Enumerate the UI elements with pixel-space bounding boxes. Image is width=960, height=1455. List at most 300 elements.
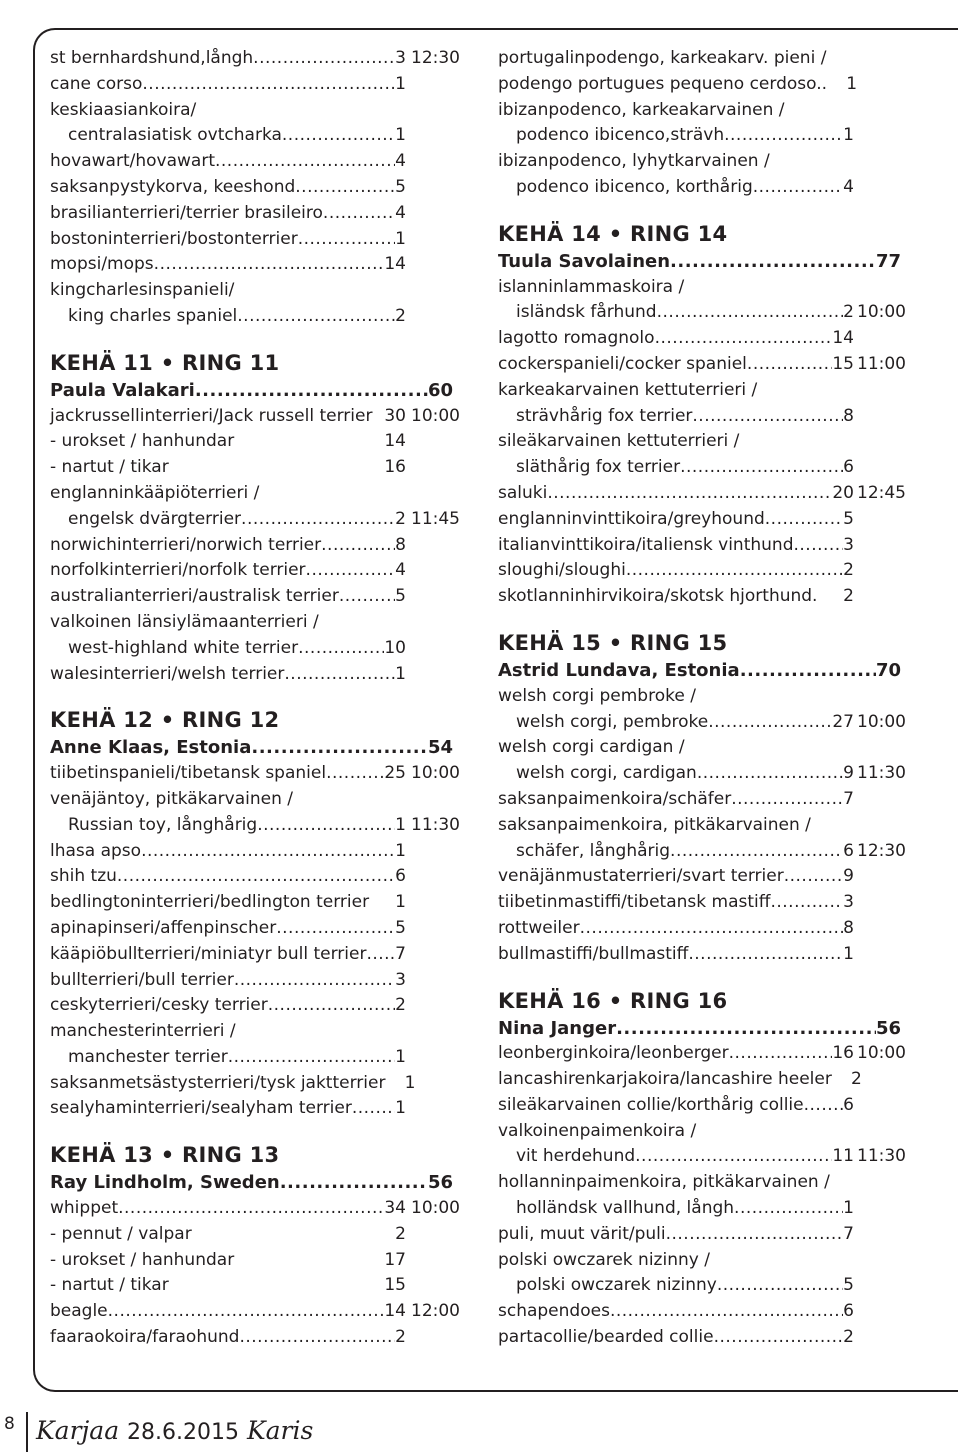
breed-entry [50,1045,460,1071]
breed-name: bullterrieri/bull terrier [50,969,234,990]
entry-count: 2 [843,1327,854,1348]
breed-name-text: kingcharlesinspanieli/ [50,280,235,301]
breed-entry [50,252,460,278]
entry-count: 14 [384,1301,406,1322]
breed-name: saluki [498,482,548,503]
judge-line [498,658,906,684]
judge-line [498,1016,906,1042]
dot-leader [657,300,844,326]
breed-name: manchester terrier [68,1046,228,1067]
dot-leader [306,558,396,584]
entry-count: 34 [384,1198,406,1219]
breed-name-line [498,684,906,710]
breed-name: australianterrieri/australisk terrier [50,586,339,607]
dot-leader [784,864,843,890]
breed-name: sloughi/sloughi [498,560,626,581]
entry-count: .7 [389,943,406,964]
entry-count: 14 [384,431,406,452]
start-time: 11:30 [411,814,460,835]
breed-entry [498,761,906,787]
breed-entry [498,404,906,430]
dot-leader [234,968,395,994]
entry-count: 9 [843,866,854,887]
breed-name-text: saksanpaimenkoira, pitkäkarvainen / [498,814,811,835]
breed-entry [498,326,906,352]
breed-name: rottweiler [498,917,580,938]
breed-name: podengo portugues pequeno cerdoso.. [498,73,828,94]
judge-line [50,735,460,761]
breed-entry [50,1096,460,1122]
dot-leader [680,455,843,481]
dot-leader [616,1016,876,1042]
breed-entry [50,429,460,455]
breed-name-text: manchesterinterrieri / [50,1021,236,1042]
entry-count: 1 [395,663,406,684]
breed-name-line [498,46,906,72]
breed-name-text: islanninlammaskoira / [498,276,685,297]
dot-leader [195,378,428,404]
start-time: 11:30 [857,1146,906,1167]
breed-name-text: karkeakarvainen kettuterrieri / [498,379,758,400]
entry-count: 8 [843,405,854,426]
breed-name: leonberginkoira/leonberger [498,1043,729,1064]
entry-count: 6 [843,457,854,478]
breed-name-line [498,98,906,124]
ring-heading: KEHÄ 15 • RING 15 [498,630,728,655]
breed-entry [50,201,460,227]
breed-entry [50,72,460,98]
entry-count: 2 [843,586,854,607]
breed-name: lhasa apso [50,840,142,861]
dot-leader [268,993,395,1019]
breed-name: bedlingtoninterrieri/bedlington terrier [50,892,370,913]
breed-name-line [498,378,906,404]
breed-entry [50,123,460,149]
entry-count: 8 [843,917,854,938]
breed-name-line [498,1170,906,1196]
breed-name: puli, muut värit/puli [498,1223,666,1244]
dot-leader [215,149,395,175]
dot-leader [237,304,395,330]
breed-name: strävhårig fox terrier [516,405,693,426]
breed-name: apinapinseri/affenpinscher [50,917,277,938]
entry-count: 2 [395,1223,406,1244]
entry-count: 1 [395,125,406,146]
breed-entry [498,72,906,98]
breed-entry [50,916,460,942]
breed-entry [50,404,460,430]
entry-count: 6 [843,1301,854,1322]
entry-count: 5 [843,508,854,529]
dot-leader [118,1196,384,1222]
entry-count: 25 [384,763,406,784]
breed-name: saksanpystykorva, keeshond [50,176,296,197]
entry-count: 15 [832,353,854,374]
breed-entry [50,968,460,994]
breed-name-line [50,278,460,304]
dot-leader [740,658,876,684]
breed-entry [50,584,460,610]
entry-count: 2 [843,302,854,323]
breed-name: podenco ibicenco,strävh [516,125,725,146]
breed-name-text: valkoinenpaimenkoira / [498,1120,697,1141]
breed-entry [498,507,906,533]
breed-entry [498,710,906,736]
entry-count: 30 [384,405,406,426]
ring-heading: KEHÄ 16 • RING 16 [498,988,728,1013]
breed-name: kääpiöbullterrieri/miniatyr bull terrier [50,943,367,964]
entry-count: 1 [846,73,858,94]
entry-count: 1 [395,840,406,861]
breed-entry [498,533,906,559]
breed-name-text: venäjäntoy, pitkäkarvainen / [50,788,293,809]
breed-name: centralasiatisk ovtcharka [68,125,282,146]
breed-name-line [50,1019,460,1045]
breed-name: jackrussellinterrieri/Jack russell terrier [50,405,373,426]
ring-total-count: 77 [875,250,901,272]
breed-name-line [498,813,906,839]
entry-count: 2 [395,1327,406,1348]
breed-entry [498,1325,906,1351]
breed-entry [498,1299,906,1325]
dot-leader [626,558,843,584]
dot-leader [141,839,395,865]
breed-name: welsh corgi, pembroke [516,711,709,732]
breed-name: st bernhardshund,långh [50,48,254,68]
breed-entry [50,636,460,662]
breed-entry [50,1071,460,1097]
breed-name-text: ibizanpodenco, lyhytkarvainen / [498,151,770,172]
dot-leader [670,249,876,275]
breed-name-text: valkoinen länsiylämaanterrieri / [50,611,319,632]
entry-count: 1 [843,1198,854,1219]
breed-entry [498,584,906,610]
breed-name-line [50,481,460,507]
entry-count: 20 [832,482,854,503]
breed-name: vit herdehund [516,1146,636,1167]
breed-entry [50,227,460,253]
entry-count: 8 [395,534,406,555]
breed-entry [498,1222,906,1248]
breed-name: faaraokoira/faraohund [50,1327,240,1348]
entry-count: 3 [395,48,406,68]
breed-entry [498,352,906,378]
entry-count: 1 [843,943,854,964]
dot-leader [747,352,832,378]
breed-name: shih tzu [50,866,117,887]
start-time: 10:00 [857,711,906,732]
dot-leader [804,1093,844,1119]
breed-name: Russian toy, långhårig [68,814,258,835]
breed-entry [498,864,906,890]
entry-count: 3 [843,892,854,913]
entry-count: 3 [395,969,406,990]
breed-entry [498,1093,906,1119]
dot-leader [717,1273,843,1299]
left-column [50,46,460,1351]
breed-entry [50,558,460,584]
judge-line [498,249,906,275]
entry-count: 1 [395,814,406,835]
start-time: 10:00 [411,763,460,784]
breed-name-text: welsh corgi cardigan / [498,737,685,758]
breed-entry [50,507,460,533]
breed-name: tiibetinmastiffi/tibetansk mastiff [498,892,771,913]
dot-leader [298,227,395,253]
breed-name: schäfer, långhårig [516,840,671,861]
entry-count: 5 [395,917,406,938]
breed-name: cane corso [50,73,143,94]
footer-date: 28.6.2015 [127,1420,240,1445]
page-number: 8 [4,1414,15,1434]
breed-entry [50,761,460,787]
breed-entry [498,1067,906,1093]
breed-entry [498,481,906,507]
breed-name-line [50,787,460,813]
judge-name: Nina Janger [498,1017,617,1039]
start-time: 12:30 [411,48,460,68]
dot-leader [724,123,843,149]
entry-count: 11 [832,1146,854,1167]
entry-count: 16 [384,457,406,478]
dot-leader [635,1144,832,1170]
breed-entry [498,839,906,865]
dot-leader [257,813,395,839]
breed-entry [498,455,906,481]
entry-count: 4 [395,560,406,581]
breed-name: sileäkarvainen collie/korthårig collie [498,1094,804,1115]
dot-leader [298,636,384,662]
breed-name-line [50,610,460,636]
dot-leader [253,46,395,72]
entry-count: 15 [384,1275,406,1296]
dot-leader [708,710,832,736]
breed-entry [50,1222,460,1248]
breed-entry [498,787,906,813]
breed-entry [50,662,460,688]
entry-count: 5 [843,1275,854,1296]
entry-count: 6 [395,866,406,887]
breed-name: ceskyterrieri/cesky terrier [50,995,268,1016]
breed-entry [498,123,906,149]
breed-entry [50,942,460,968]
breed-name-line [498,1119,906,1145]
judge-name: Tuula Savolainen [498,250,671,272]
breed-name-line [50,98,460,124]
judge-name: Anne Klaas, Estonia [50,737,252,759]
breed-name: partacollie/bearded collie [498,1327,714,1348]
breed-entry [50,864,460,890]
breed-name-text: welsh corgi pembroke / [498,685,696,706]
breed-name: welsh corgi, cardigan [516,763,697,784]
breed-name: schapendoes [498,1301,610,1322]
ring-heading: KEHÄ 13 • RING 13 [50,1143,280,1168]
breed-name: venäjänmustaterrieri/svart terrier [498,866,784,887]
breed-name: norwichinterrieri/norwich terrier [50,534,322,555]
page-footer [0,1412,960,1452]
start-time: 11:30 [857,763,906,784]
entry-count: 2 [395,995,406,1016]
judge-line [50,378,460,404]
breed-name: mopsi/mops [50,254,154,275]
dot-leader [117,864,395,890]
breed-entry [50,149,460,175]
entry-count: 14 [832,328,854,349]
entry-count: 1 [395,228,406,249]
dot-leader [154,252,385,278]
judge-line [50,1170,460,1196]
entry-count: 2 [851,1069,862,1090]
footer-event-label [36,1416,313,1445]
entry-count: 16 [832,1043,854,1064]
dot-leader [326,761,384,787]
dot-leader [666,1222,844,1248]
breed-name-text: polski owczarek nizinny / [498,1249,710,1270]
breed-name: sealyhaminterrieri/sealyham terrier [50,1098,352,1119]
breed-name: bullmastiffi/bullmastiff [498,943,689,964]
breed-entry [498,1273,906,1299]
dot-leader [765,507,843,533]
breed-name: cockerspanieli/cocker spaniel [498,353,747,374]
ring-total-count: 54 [427,737,453,759]
entry-count: 5 [395,176,406,197]
judge-name: Paula Valakari [50,379,195,401]
entry-count: 6 [843,840,854,861]
footer-divider [26,1412,28,1452]
breed-name-text: englanninkääpiöterrieri / [50,482,260,503]
breed-entry [50,455,460,481]
ring-heading: KEHÄ 14 • RING 14 [498,221,728,246]
breed-name-line [498,149,906,175]
breed-name: norfolkinterrieri/norfolk terrier [50,560,306,581]
entry-count: 1 [843,125,854,146]
breed-name: - urokset / hanhundar [50,431,235,452]
breed-name: hovawart/hovawart [50,151,215,172]
entry-count: 4 [395,151,406,172]
entry-count: 14 [384,254,406,275]
breed-name: king charles spaniel [68,305,238,326]
breed-name-text: portugalinpodengo, karkeakarv. pieni / [498,48,827,68]
breed-name: podenco ibicenco, korthårig [516,176,753,197]
breed-entry [498,942,906,968]
dot-leader [670,839,843,865]
breed-name-line [498,735,906,761]
start-time: 10:00 [857,1043,906,1064]
dot-leader [280,1170,428,1196]
breed-name: holländsk vallhund, långh [516,1198,735,1219]
breed-entry [498,175,906,201]
breed-name: släthårig fox terrier [516,457,681,478]
breed-name: brasilianterrieri/terrier brasileiro [50,202,323,223]
breed-entry [498,1041,906,1067]
entry-count: 7 [843,1223,854,1244]
dot-leader [276,916,395,942]
dot-leader [295,175,395,201]
dot-leader [793,533,843,559]
start-time: 10:00 [411,405,460,426]
breed-name: whippet [50,1198,119,1219]
entry-count: 2 [395,305,406,326]
entry-count: 3 [843,534,854,555]
breed-name: - pennut / valpar [50,1223,192,1244]
entry-count: 1 [395,1046,406,1067]
dot-leader [547,481,832,507]
ring-heading: KEHÄ 11 • RING 11 [50,350,280,375]
breed-entry [498,558,906,584]
breed-name: engelsk dvärgterrier [68,508,242,529]
entry-count: 27 [832,711,854,732]
entry-count: 1 [404,1072,416,1093]
breed-name-line [498,429,906,455]
footer-place-sv: Karis [246,1416,314,1445]
entry-count: 17 [384,1249,406,1270]
breed-entry [50,1196,460,1222]
entry-count: 4 [395,202,406,223]
dot-leader [731,787,843,813]
breed-entry [50,813,460,839]
start-time: 12:30 [857,840,906,861]
dot-leader [580,916,844,942]
dot-leader [753,175,843,201]
right-column [498,46,906,1351]
judge-name: Astrid Lundava, Estonia [498,659,740,681]
breed-entry [498,300,906,326]
dot-leader [251,735,428,761]
breed-entry [498,1144,906,1170]
judge-name: Ray Lindholm, Sweden [50,1172,280,1194]
breed-name-text: keskiaasiankoira/ [50,99,197,120]
dot-leader [655,326,833,352]
dot-leader [714,1325,844,1351]
dot-leader [688,942,843,968]
breed-entry [50,1299,460,1325]
breed-entry [50,533,460,559]
dot-leader [284,662,395,688]
dot-leader [241,507,395,533]
breed-name: west-highland white terrier [68,637,299,658]
dot-leader [770,890,843,916]
breed-name: - nartut / tikar [50,1275,169,1296]
start-time: 10:00 [857,302,906,323]
breed-name: bostoninterrieri/bostonterrier [50,228,298,249]
breed-entry [50,46,460,72]
breed-name-text: hollanninpaimenkoira, pitkäkarvainen / [498,1172,830,1193]
entry-count: 2 [843,560,854,581]
breed-name: isländsk fårhund [516,302,657,323]
breed-name-line [498,275,906,301]
breed-name: lagotto romagnolo [498,328,655,349]
breed-name: - urokset / hanhundar [50,1249,235,1270]
ring-heading: KEHÄ 12 • RING 12 [50,708,280,733]
entry-count: 9 [843,763,854,784]
breed-name-text: ibizanpodenco, karkeakarvainen / [498,99,785,120]
dot-leader [352,1096,395,1122]
ring-total-count: 60 [427,379,453,401]
entry-count: 5 [395,586,406,607]
breed-entry [50,1273,460,1299]
start-time: 12:00 [411,1301,460,1322]
entry-count: 10 [384,637,406,658]
entry-count: 1 [395,73,406,94]
breed-entry [50,304,460,330]
dot-leader [729,1041,833,1067]
entry-count: 6 [843,1094,854,1115]
breed-name: skotlanninhirvikoira/skotsk hjorthund. [498,586,818,607]
breed-entry [50,1248,460,1274]
dot-leader [239,1325,395,1351]
ring-total-count: 56 [875,1017,901,1039]
entry-count: 7 [843,788,854,809]
